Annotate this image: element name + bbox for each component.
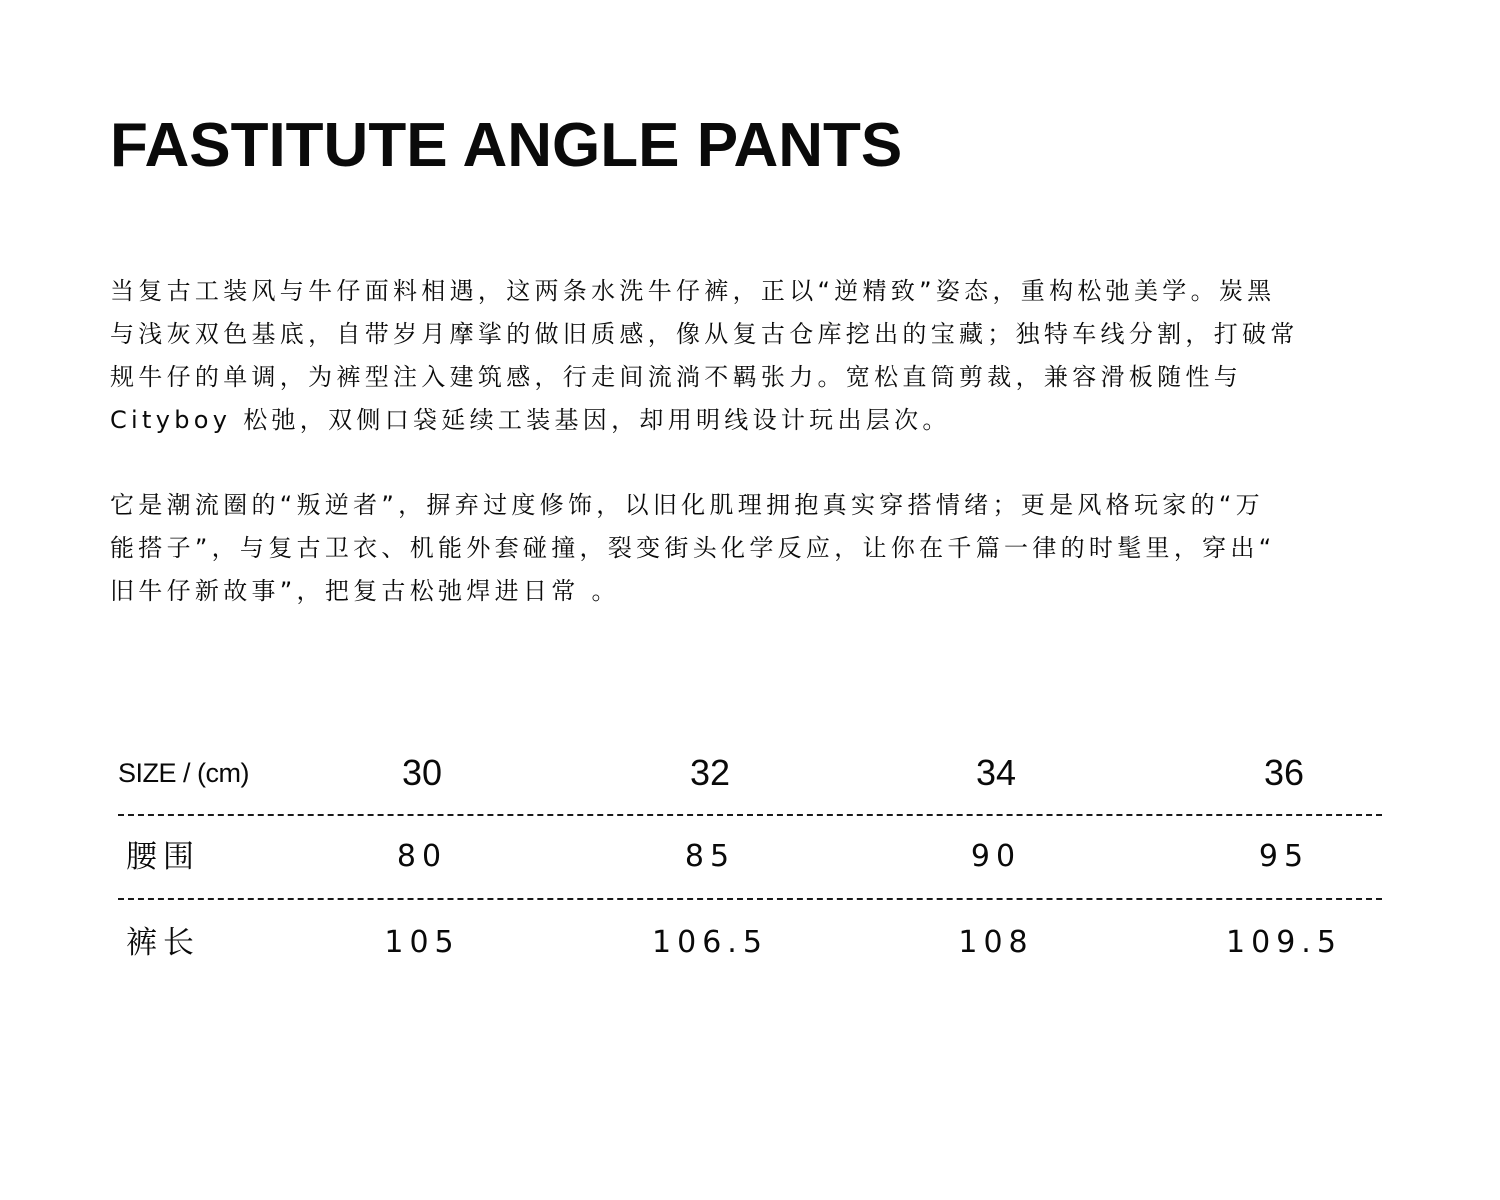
- waist-value: 80: [396, 839, 448, 874]
- description-paragraph-2: [110, 484, 1380, 613]
- waist-value: 95: [1258, 839, 1310, 874]
- size-column-header: 36: [1263, 752, 1305, 793]
- description-line: 能搭子”，与复古卫衣、机能外套碰撞，裂变街头化学反应，让你在千篇一律的时髦里，穿出“: [110, 534, 1276, 562]
- size-header-label: SIZE / (cm): [118, 758, 249, 788]
- size-column-header: 30: [401, 752, 443, 793]
- size-column-header: 34: [975, 752, 1017, 793]
- waist-row: [118, 829, 1382, 885]
- size-chart-table: [118, 745, 1382, 975]
- description-line: Cityboy 松弛，双侧口袋延续工装基因，却用明线设计玩出层次。: [110, 406, 951, 434]
- dashed-divider: [118, 814, 1382, 816]
- length-value: 105: [384, 925, 460, 960]
- description-line: 旧牛仔新故事”，把复古松弛焊进日常 。: [110, 577, 620, 605]
- waist-value: 90: [970, 839, 1022, 874]
- description-line: 与浅灰双色基底，自带岁月摩挲的做旧质感，像从复古仓库挖出的宝藏；独特车线分割，打破常: [110, 320, 1299, 348]
- size-column-header: 32: [689, 752, 731, 793]
- dashed-divider: [118, 898, 1382, 900]
- length-label: 裤长: [126, 925, 200, 961]
- product-title: FASTITUTE ANGLE PANTS: [110, 111, 903, 180]
- size-header-row: [118, 745, 1382, 801]
- waist-value: 85: [684, 839, 736, 874]
- description-line: 它是潮流圈的“叛逆者”，摒弃过度修饰，以旧化肌理拥抱真实穿搭情绪；更是风格玩家的“万: [110, 491, 1264, 519]
- waist-label: 腰围: [126, 839, 200, 875]
- length-value: 106.5: [652, 925, 768, 960]
- description-line: 当复古工装风与牛仔面料相遇，这两条水洗牛仔裤，正以“逆精致”姿态，重构松弛美学。炭黑: [110, 277, 1276, 305]
- length-value: 108: [958, 925, 1034, 960]
- length-row: [118, 915, 1382, 971]
- description-line: 规牛仔的单调，为裤型注入建筑感，行走间流淌不羁张力。宽松直筒剪裁，兼容滑板随性与: [110, 363, 1242, 391]
- length-value: 109.5: [1226, 925, 1342, 960]
- description-paragraph-1: [110, 270, 1380, 442]
